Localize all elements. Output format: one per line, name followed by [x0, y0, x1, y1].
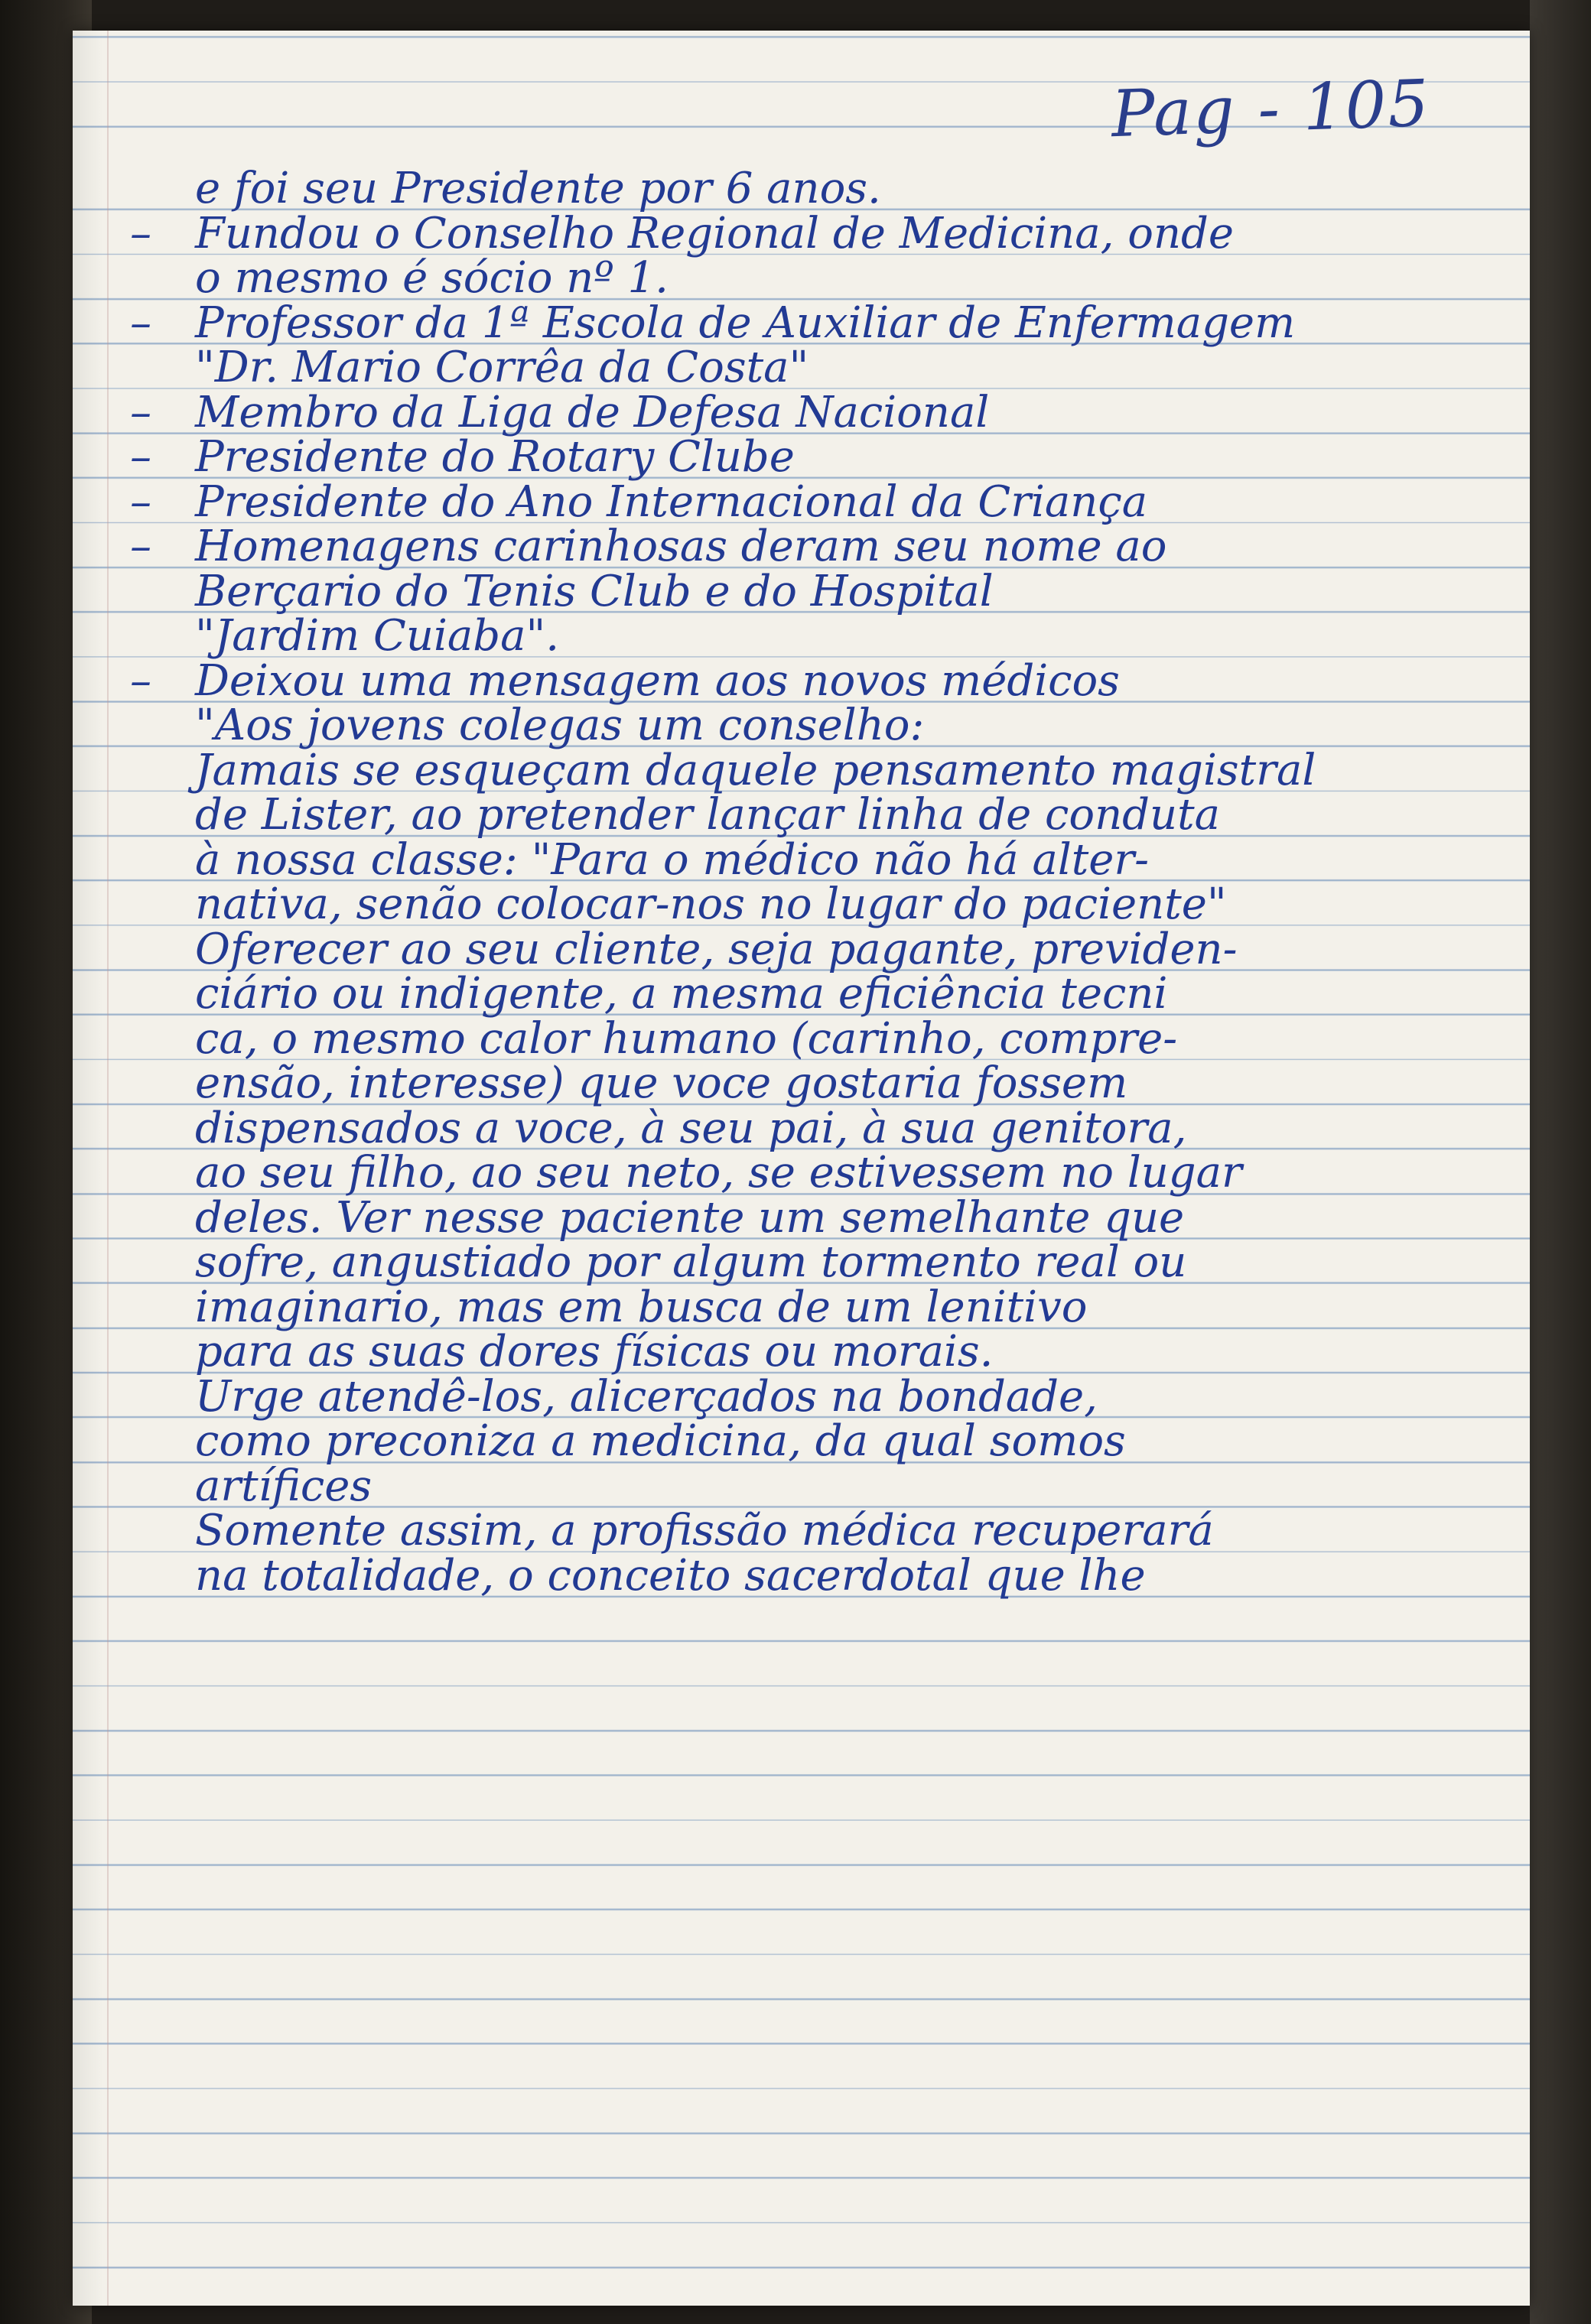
handwritten-line	[73, 1192, 1530, 1243]
line-dash: –	[130, 208, 151, 258]
line-text: sofre, angustiado por algum tormento real ou	[195, 1237, 1187, 1287]
line-text: Presidente do Rotary Clube	[195, 432, 795, 482]
handwritten-line	[73, 1327, 1530, 1377]
line-text: Oferecer ao seu cliente, seja pagante, previden-	[195, 924, 1238, 974]
handwritten-line	[73, 1013, 1530, 1064]
line-text: ca, o mesmo calor humano (carinho, compre-	[195, 1013, 1178, 1064]
line-text: Homenagens carinhosas deram seu nome ao	[195, 522, 1167, 571]
page-number: Pag - 105	[1110, 65, 1432, 152]
line-text: à nossa classe: "Para o médico não há alter-	[195, 834, 1150, 885]
handwritten-line	[73, 432, 1530, 482]
line-text: e foi seu Presidente por 6 anos.	[195, 164, 881, 213]
line-text: para as suas dores físicas ou morais.	[195, 1327, 994, 1377]
handwritten-line	[73, 969, 1530, 1019]
line-dash: –	[130, 655, 151, 706]
line-text: Fundou o Conselho Regional de Medicina, onde	[195, 208, 1234, 258]
handwritten-line	[73, 1282, 1530, 1332]
line-text: nativa, senão colocar-nos no lugar do paciente"	[195, 879, 1227, 929]
handwritten-line	[73, 700, 1530, 750]
line-text: ensão, interesse) que voce gostaria fossem	[195, 1058, 1128, 1108]
line-text: como preconiza a medicina, da qual somos	[195, 1416, 1126, 1466]
line-dash: –	[130, 297, 151, 348]
handwritten-line	[73, 1148, 1530, 1198]
line-text: Urge atendê-los, alicerçados na bondade,	[195, 1371, 1098, 1422]
line-text: Somente assim, a profissão médica recuperará	[195, 1506, 1214, 1555]
handwritten-line	[73, 879, 1530, 929]
handwritten-line	[73, 566, 1530, 616]
line-dash: –	[130, 476, 151, 527]
lined-page	[73, 31, 1530, 2306]
handwritten-line	[73, 1550, 1530, 1601]
line-text: imaginario, mas em busca de um lenitivo	[195, 1282, 1088, 1332]
line-text: deles. Ver nesse paciente um semelhante que	[195, 1192, 1185, 1243]
handwritten-line	[73, 343, 1530, 392]
handwritten-line	[73, 1237, 1530, 1287]
handwritten-line	[73, 655, 1530, 706]
line-text: o mesmo é sócio nº 1.	[195, 253, 669, 303]
line-text: Berçario do Tenis Club e do Hospital	[195, 566, 994, 616]
handwritten-line	[73, 745, 1530, 795]
line-text: ao seu filho, ao seu neto, se estivessem no lugar	[195, 1148, 1242, 1198]
handwritten-line	[73, 924, 1530, 974]
line-text: "Dr. Mario Corrêa da Costa"	[195, 343, 809, 392]
handwritten-line	[73, 1461, 1530, 1511]
handwritten-line	[73, 1371, 1530, 1422]
handwritten-line	[73, 253, 1530, 303]
handwritten-line	[73, 611, 1530, 661]
line-text: Membro da Liga de Defesa Nacional	[195, 387, 990, 437]
handwritten-line	[73, 297, 1530, 348]
line-text: Deixou uma mensagem aos novos médicos	[195, 655, 1120, 706]
handwritten-line	[73, 1103, 1530, 1153]
line-text: Jamais se esqueçam daquele pensamento magistral	[195, 745, 1316, 795]
notebook-cover-right	[1530, 0, 1591, 2324]
handwritten-line	[73, 1416, 1530, 1466]
handwritten-line	[73, 387, 1530, 437]
line-text: "Aos jovens colegas um conselho:	[195, 700, 925, 750]
line-text: Professor da 1ª Escola de Auxiliar de Enfermagem	[195, 297, 1296, 348]
line-dash: –	[130, 432, 151, 482]
line-text: ciário ou indigente, a mesma eficiência tecni	[195, 969, 1168, 1019]
line-text: "Jardim Cuiaba".	[195, 611, 560, 661]
handwritten-line	[73, 208, 1530, 258]
handwritten-line	[73, 476, 1530, 527]
line-text: dispensados a voce, à seu pai, à sua genitora,	[195, 1103, 1187, 1153]
handwritten-line	[73, 1506, 1530, 1555]
handwritten-line	[73, 790, 1530, 840]
line-text: de Lister, ao pretender lançar linha de conduta	[195, 790, 1220, 840]
handwritten-line	[73, 834, 1530, 885]
handwritten-text	[73, 164, 1530, 1601]
line-text: artífices	[195, 1461, 373, 1511]
handwritten-line	[73, 522, 1530, 571]
line-text: Presidente do Ano Internacional da Criança	[195, 476, 1148, 527]
line-dash: –	[130, 522, 151, 571]
handwritten-line	[73, 164, 1530, 213]
line-text: na totalidade, o conceito sacerdotal que lhe	[195, 1550, 1146, 1601]
handwritten-line	[73, 1058, 1530, 1108]
line-dash: –	[130, 387, 151, 437]
